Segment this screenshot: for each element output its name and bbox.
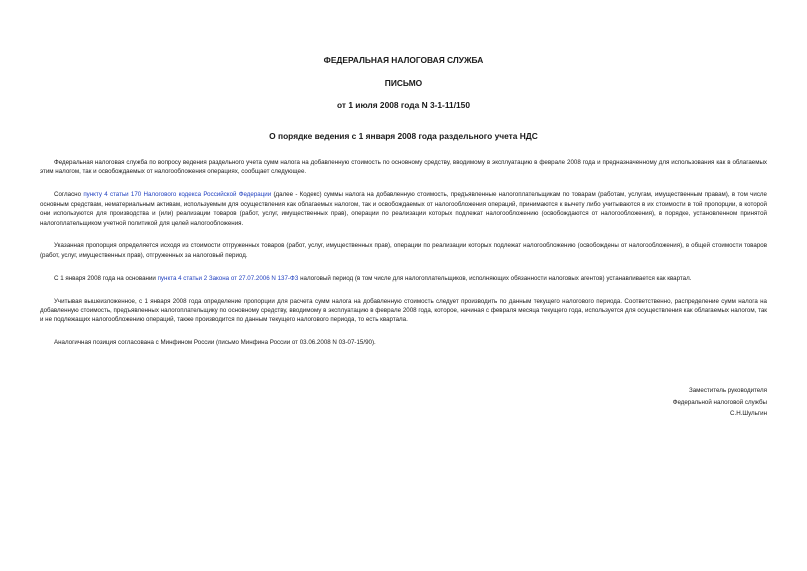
- signature-block: [673, 385, 767, 420]
- paragraph-2-text-start: Согласно: [54, 191, 84, 199]
- paragraph-2-text-end: (далее - Кодекс) суммы налога на добавленную стоимость, предъявленные налогоплательщикам по товарам (работам, услугам, имущественным правам), в том числе основным средствам, нематериальным активам, используемым для осуществления как облагаемых налогом, так и освобождаемых от налогообложения операций, принимаются к вычету либо учитываются в их стоимости в той пропорции, в которой они используются для производства и (или) реализации товаров (работ, услуг, имущественных прав), операции по реализации которых подлежат налогообложению (освобождаются от налогообложения), в порядке, установленном принятой налогоплательщиком учетной политикой для целей налогообложения.: [40, 191, 767, 227]
- document-subject: О порядке ведения с 1 января 2008 года раздельного учета НДС: [269, 131, 538, 141]
- document-date-number: от 1 июля 2008 года N 3-1-11/150: [336, 100, 470, 110]
- paragraph-2: [40, 190, 767, 228]
- paragraph-4: [40, 274, 767, 283]
- paragraph-5: Учитывая вышеизложенное, с 1 января 2008 года определение пропорции для расчета сумм налога на добавленную стоимость следует производить по данным текущего налогового периода. Соответственно, распределение сумм налога на добавленную стоимость, предъявленных налогоплательщику по основному средству, вводимому в эксплуатацию в феврале 2008 года, которое, начиная с февраля месяца текущего года, используется для осуществления как облагаемых налогом, так и не подлежащих налогообложению операций, также производится по данным текущего налогового периода, то есть квартала.: [40, 297, 767, 324]
- letter-body: [40, 158, 767, 361]
- agency-heading: ФЕДЕРАЛЬНАЯ НАЛОГОВАЯ СЛУЖБА: [323, 55, 484, 65]
- law-137-fz-link[interactable]: пункта 4 статьи 2 Закона от 27.07.2006 N 137-ФЗ: [157, 274, 299, 282]
- signature-position: Заместитель руководителя: [688, 387, 767, 394]
- signature-name: С.Н.Шульгин: [730, 410, 767, 417]
- paragraph-1: Федеральная налоговая служба по вопросу ведения раздельного учета сумм налога на добавленную стоимость по основному средству, вводимому в эксплуатацию в феврале 2008 года и предназначенному для использования как в облагаемых этим налогом, так и освобождаемых от налогообложения операциях, сообщает следующее.: [40, 159, 767, 176]
- paragraph-6: Аналогичная позиция согласована с Минфином России (письмо Минфина России от 03.06.2008 N 03-07-15/90).: [54, 339, 376, 347]
- tax-code-article-170-link[interactable]: пункту 4 статьи 170 Налогового кодекса Российской Федерации: [83, 191, 272, 199]
- paragraph-3: Указанная пропорция определяется исходя из стоимости отгруженных товаров (работ, услуг, имущественных прав), операции по реализации которых подлежат налогообложению (освобождены от налогообложения), в общей стоимости товаров (работ, услуг, имущественных прав), отгруженных за налоговый период.: [40, 242, 767, 259]
- signature-organization: Федеральной налоговой службы: [672, 398, 767, 406]
- document-type: ПИСЬМО: [384, 78, 423, 88]
- paragraph-4-text-end: налоговый период (в том числе для налогоплательщиков, исполняющих обязанности налоговых агентов) устанавливается как квартал.: [298, 274, 692, 282]
- paragraph-4-text-start: С 1 января 2008 года на основании: [54, 274, 158, 282]
